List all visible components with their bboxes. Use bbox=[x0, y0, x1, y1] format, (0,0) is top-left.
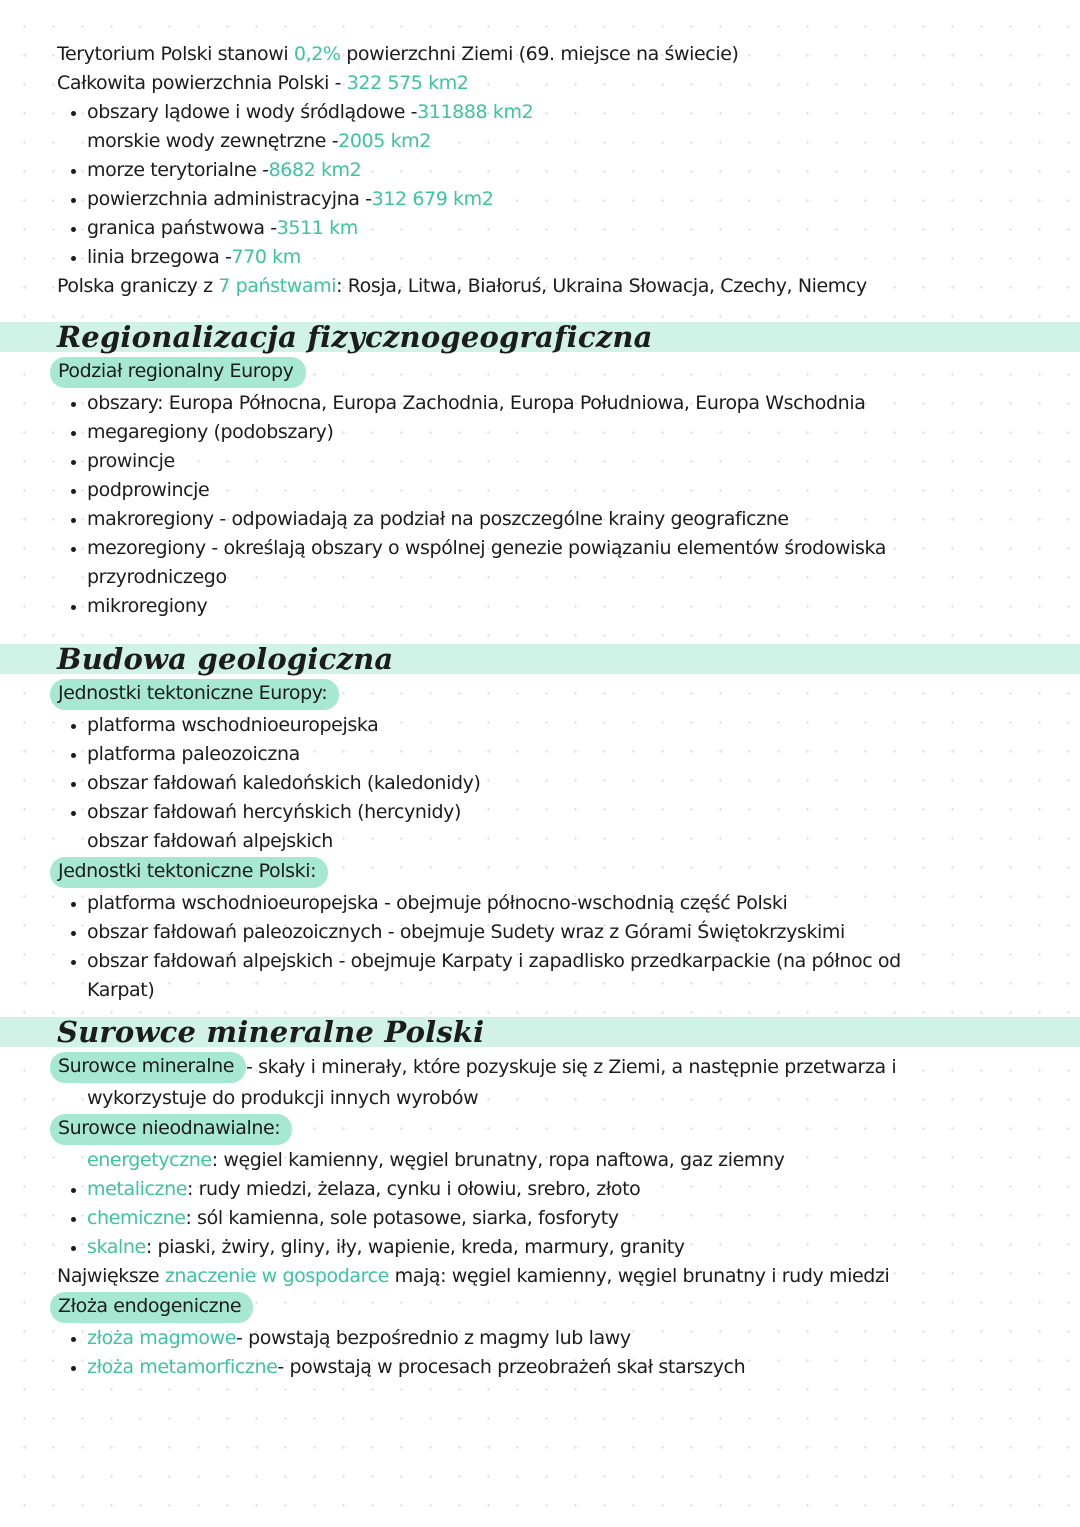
bullet-icon bbox=[71, 460, 76, 465]
item-text: prowincje bbox=[87, 450, 175, 472]
bullet-icon bbox=[71, 198, 76, 203]
list-item bbox=[0, 447, 1080, 476]
resource-rest: : rudy miedzi, żelaza, cynku i ołowiu, srebro, złoto bbox=[187, 1178, 641, 1200]
list-item bbox=[0, 156, 1080, 185]
list-item bbox=[0, 534, 1080, 563]
list-item bbox=[0, 769, 1080, 798]
item-text: obszar fałdowań paleozoicznych - obejmuje Sudety wraz z Górami Świętokrzyskimi bbox=[87, 921, 845, 943]
item-text: obszar fałdowań kaledońskich (kaledonidy) bbox=[87, 772, 481, 794]
list-item bbox=[0, 127, 1080, 156]
item-text: przyrodniczego bbox=[87, 566, 227, 588]
definition-text: wykorzystuje do produkcji innych wyrobów bbox=[87, 1087, 479, 1109]
pill-row bbox=[0, 356, 1080, 389]
list-item-continuation bbox=[0, 827, 1080, 856]
borders-pre: Polska graniczy z bbox=[57, 275, 219, 297]
bullet-icon bbox=[71, 960, 76, 965]
item-value: 312 679 km2 bbox=[371, 188, 494, 210]
item-value: 8682 km2 bbox=[268, 159, 362, 181]
bullet-icon bbox=[71, 931, 76, 936]
bullet-icon bbox=[71, 811, 76, 816]
item-text: Karpat) bbox=[87, 979, 155, 1001]
list-item bbox=[0, 592, 1080, 621]
total-area-value: 322 575 km2 bbox=[346, 72, 469, 94]
definition-continuation bbox=[0, 1084, 1080, 1113]
item-label: morskie wody zewnętrzne - bbox=[87, 130, 339, 152]
list-item bbox=[0, 711, 1080, 740]
list-item bbox=[0, 98, 1080, 127]
list-item bbox=[0, 505, 1080, 534]
item-label: linia brzegowa - bbox=[87, 246, 232, 268]
bullet-icon bbox=[71, 518, 76, 523]
pill-row bbox=[0, 1291, 1080, 1324]
list-item bbox=[0, 185, 1080, 214]
endogenic-rest: - powstają bezpośrednio z magmy lub lawy bbox=[236, 1327, 631, 1349]
summary-pre: Największe bbox=[57, 1265, 165, 1287]
item-text: platforma wschodnioeuropejska bbox=[87, 714, 379, 736]
item-text: mezoregiony - określają obszary o wspólnej genezie powiązaniu elementów środowiska bbox=[87, 537, 886, 559]
list-item bbox=[0, 476, 1080, 505]
list-item-continuation bbox=[0, 976, 1080, 1005]
highlight-pill: Jednostki tektoniczne Polski: bbox=[50, 857, 328, 888]
bullet-icon bbox=[71, 782, 76, 787]
section-title: Surowce mineralne Polski bbox=[57, 1014, 485, 1049]
item-label: obszary lądowe i wody śródlądowe - bbox=[87, 101, 418, 123]
section-title: Budowa geologiczna bbox=[57, 641, 394, 676]
highlight-pill: Jednostki tektoniczne Europy: bbox=[50, 679, 339, 710]
section-band-geology bbox=[0, 641, 1080, 676]
highlight-pill: Podział regionalny Europy bbox=[50, 357, 306, 388]
bullet-icon bbox=[71, 1188, 76, 1193]
endogenic-term: złoża metamorficzne bbox=[87, 1356, 278, 1378]
resource-rest: : sól kamienna, sole potasowe, siarka, fosforyty bbox=[185, 1207, 619, 1229]
endogenic-rest: - powstają w procesach przeobrażeń skał starszych bbox=[277, 1356, 746, 1378]
list-item bbox=[0, 918, 1080, 947]
pill-row bbox=[0, 678, 1080, 711]
item-value: 3511 km bbox=[276, 217, 358, 239]
bullet-icon bbox=[71, 111, 76, 116]
summary-line bbox=[0, 1262, 1080, 1291]
endogenic-term: złoża magmowe bbox=[87, 1327, 237, 1349]
list-item bbox=[0, 243, 1080, 272]
item-label: powierzchnia administracyjna - bbox=[87, 188, 372, 210]
total-area-label: Całkowita powierzchnia Polski - bbox=[57, 72, 347, 94]
list-item bbox=[0, 389, 1080, 418]
list-item bbox=[0, 418, 1080, 447]
item-text: platforma wschodnioeuropejska - obejmuje północno-wschodnią część Polski bbox=[87, 892, 788, 914]
bullet-icon bbox=[71, 1246, 76, 1251]
resource-rest: : węgiel kamienny, węgiel brunatny, ropa naftowa, gaz ziemny bbox=[211, 1149, 785, 1171]
section-band-regionalization bbox=[0, 319, 1080, 354]
list-item bbox=[0, 947, 1080, 976]
highlight-pill: Surowce nieodnawialne: bbox=[50, 1114, 292, 1145]
total-area-line bbox=[0, 69, 1080, 98]
list-item bbox=[0, 214, 1080, 243]
bullet-icon bbox=[71, 489, 76, 494]
item-value: 2005 km2 bbox=[338, 130, 431, 152]
resource-term: metaliczne bbox=[87, 1178, 187, 1200]
pill-row bbox=[0, 856, 1080, 889]
item-label: morze terytorialne - bbox=[87, 159, 269, 181]
resource-item bbox=[0, 1146, 1080, 1175]
bullet-icon bbox=[71, 169, 76, 174]
item-text: makroregiony - odpowiadają za podział na poszczególne krainy geograficzne bbox=[87, 508, 789, 530]
bullet-icon bbox=[71, 431, 76, 436]
borders-value: 7 państwami bbox=[218, 275, 337, 297]
territory-line bbox=[0, 40, 1080, 69]
list-item-continuation bbox=[0, 563, 1080, 592]
bullet-icon bbox=[71, 605, 76, 610]
bullet-icon bbox=[71, 1217, 76, 1222]
mineral-definition-line bbox=[0, 1051, 1080, 1084]
item-value: 311888 km2 bbox=[417, 101, 534, 123]
pill-row bbox=[0, 1113, 1080, 1146]
bullet-icon bbox=[71, 402, 76, 407]
item-text: podprowincje bbox=[87, 479, 210, 501]
summary-post: mają: węgiel kamienny, węgiel brunatny i rudy miedzi bbox=[388, 1265, 890, 1287]
endogenic-item bbox=[0, 1353, 1080, 1382]
list-item bbox=[0, 798, 1080, 827]
bullet-icon bbox=[71, 724, 76, 729]
item-text: platforma paleozoiczna bbox=[87, 743, 300, 765]
highlight-pill: Złoża endogeniczne bbox=[50, 1292, 253, 1323]
bullet-icon bbox=[71, 227, 76, 232]
item-text: obszar fałdowań hercyńskich (hercynidy) bbox=[87, 801, 461, 823]
endogenic-item bbox=[0, 1324, 1080, 1353]
resource-rest: : piaski, żwiry, gliny, iły, wapienie, kreda, marmury, granity bbox=[145, 1236, 685, 1258]
resource-item bbox=[0, 1204, 1080, 1233]
item-value: 770 km bbox=[231, 246, 301, 268]
item-text: obszar fałdowań alpejskich bbox=[87, 830, 333, 852]
item-label: granica państwowa - bbox=[87, 217, 277, 239]
bullet-icon bbox=[71, 256, 76, 261]
section-title: Regionalizacja fizycznogeograficzna bbox=[57, 319, 653, 354]
section-band-minerals bbox=[0, 1014, 1080, 1049]
bullet-icon bbox=[71, 1337, 76, 1342]
item-text: megaregiony (podobszary) bbox=[87, 421, 334, 443]
summary-teal: znaczenie w gospodarce bbox=[164, 1265, 389, 1287]
territory-post: powierzchni Ziemi (69. miejsce na świecie) bbox=[340, 43, 739, 65]
resource-item bbox=[0, 1175, 1080, 1204]
territory-value: 0,2% bbox=[293, 43, 341, 65]
highlight-pill: Surowce mineralne bbox=[50, 1052, 246, 1083]
item-text: mikroregiony bbox=[87, 595, 208, 617]
borders-post: : Rosja, Litwa, Białoruś, Ukraina Słowacja, Czechy, Niemcy bbox=[336, 275, 867, 297]
bullet-icon bbox=[71, 547, 76, 552]
item-text: obszar fałdowań alpejskich - obejmuje Karpaty i zapadlisko przedkarpackie (na północ od bbox=[87, 950, 901, 972]
resource-term: energetyczne bbox=[87, 1149, 212, 1171]
bullet-icon bbox=[71, 753, 76, 758]
list-item bbox=[0, 740, 1080, 769]
item-text: obszary: Europa Północna, Europa Zachodnia, Europa Południowa, Europa Wschodnia bbox=[87, 392, 866, 414]
borders-line bbox=[0, 272, 1080, 301]
definition-text: - skały i minerały, które pozyskuje się z Ziemi, a następnie przetwarza i bbox=[246, 1056, 897, 1078]
resource-term: skalne bbox=[87, 1236, 146, 1258]
bullet-icon bbox=[71, 902, 76, 907]
list-item bbox=[0, 889, 1080, 918]
resource-item bbox=[0, 1233, 1080, 1262]
territory-pre: Terytorium Polski stanowi bbox=[57, 43, 294, 65]
bullet-icon bbox=[71, 1366, 76, 1371]
resource-term: chemiczne bbox=[87, 1207, 186, 1229]
